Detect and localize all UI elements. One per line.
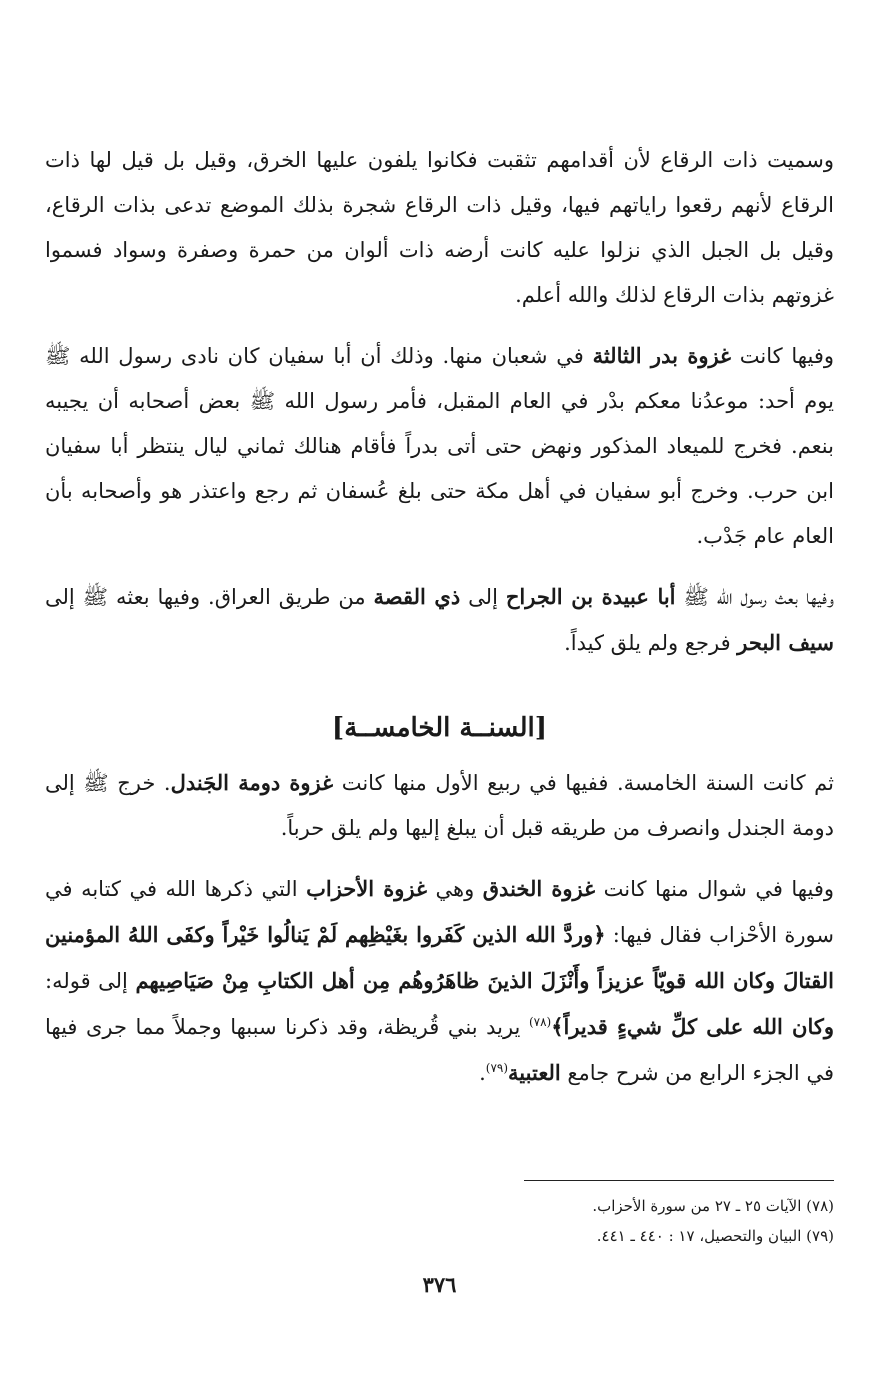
bold-term: ذي القصة <box>373 584 461 609</box>
text-run: في شعبان منها. وذلك أن أبا سفيان كان نادى رسول الله ﷺ يوم أحد: موعدُنا معكم بدْر في العام المقبل، فأمر رسول الله ﷺ بعض أصحابه أن يجيبه بنعم. فخرج للميعاد المذكور ونهض حتى أتى بدراً فأقام هنالك ثماني ليال ينتظر أبا سفيان ابن حرب. وخرج أبو سفيان في أهل مكة حتى بلغ عُسفان ثم رجع واعتذر هو وأصحابه بأن العام عام جَدْب. <box>45 344 834 548</box>
text-run: وفيها كانت <box>731 344 835 368</box>
text-run: من طريق العراق. وفيها بعثه ﷺ إلى <box>45 585 374 609</box>
paragraph <box>45 574 834 666</box>
bold-term: أبا عبيدة بن الجراح <box>505 584 676 609</box>
text-run: وسميت ذات الرقاع لأن أقدامهم تثقبت فكانوا يلفون عليها الخرق، وقيل بل قيل لها ذات الرقاع لأنهم رقعوا راياتهم فيها، وقيل ذات الرقاع شجرة بذلك الموضع تدعى بذات الرقاع، وقيل بل الجبل الذي نزلوا عليه كانت أرضه ذات ألوان من حمرة وصفرة وسواد فسموا غزوتهم بذات الرقاع لذلك والله أعلم. <box>45 148 834 307</box>
paragraph <box>45 866 834 1096</box>
text-run: . <box>479 1061 486 1085</box>
book-page <box>45 138 834 1111</box>
paragraph <box>45 333 834 559</box>
text-body-before-heading <box>45 138 834 666</box>
page-number: ٣٧٦ <box>422 1272 457 1297</box>
bold-term: سيف البحر <box>737 630 834 655</box>
bold-term: غزوة بدر الثالثة <box>592 343 732 368</box>
bold-term: غزوة الأحزاب <box>306 876 427 901</box>
footnote-78: (٧٨) الآيات ٢٥ ـ ٢٧ من سورة الأحزاب. <box>592 1197 834 1215</box>
text-run: إلى قوله: <box>45 969 136 993</box>
bold-term: غزوة الخندق <box>482 876 596 901</box>
text-run: وفيها في شوال منها كانت <box>595 877 835 901</box>
text-run: التي ذكرها الله في كتابه في سورة الأحْزاب فقال فيها: <box>45 877 834 947</box>
bold-term: وكان الله على كلِّ شيءٍ قديراً﴾ <box>551 1014 834 1039</box>
bold-term: العتبية <box>508 1060 561 1085</box>
bold-term: غزوة دومة الجَندل <box>170 770 334 795</box>
paragraph <box>45 138 834 318</box>
text-run: ثم كانت السنة الخامسة. ففيها في ربيع الأول منها كانت <box>333 771 834 795</box>
text-run: فرجع ولم يلق كيداً. <box>564 631 738 655</box>
footnote-marker: (٧٩) <box>485 1061 509 1075</box>
text-run: وهي <box>426 877 483 901</box>
footnote-79: (٧٩) البيان والتحصيل، ١٧ : ٤٤٠ ـ ٤٤١. <box>596 1227 834 1245</box>
text-run: يريد بني قُريظة، وقد ذكرنا سببها وجملاً مما جرى فيها في الجزء الرابع من شرح جامع <box>45 1015 834 1085</box>
paragraph <box>45 760 834 851</box>
bold-term: ﴿وردَّ الله الذين كَفَروا بغَيْظِهم لَمْ يَنالُوا خَيْراً وكفَى اللهُ المؤمنين القتالَ وكان الله قويّاً عزيزاً وأَنْزَلَ الذينَ ظاهَرُوهُم مِن أهل الكتابِ مِنْ صَيَاصِيهم <box>45 922 834 993</box>
section-heading: [السنــة الخامســة] <box>331 713 548 743</box>
text-body-after-heading <box>45 760 834 1096</box>
text-run: . خرج ﷺ إلى دومة الجندل وانصرف من طريقه قبل أن يبلغ إليها ولم يلق حرباً. <box>45 771 834 840</box>
footnotes <box>524 1180 834 1251</box>
text-run: وفيها بعث رسول الله ﷺ <box>675 585 834 609</box>
text-run: إلى <box>460 585 506 609</box>
footnote-marker: (٧٨) <box>528 1015 552 1029</box>
